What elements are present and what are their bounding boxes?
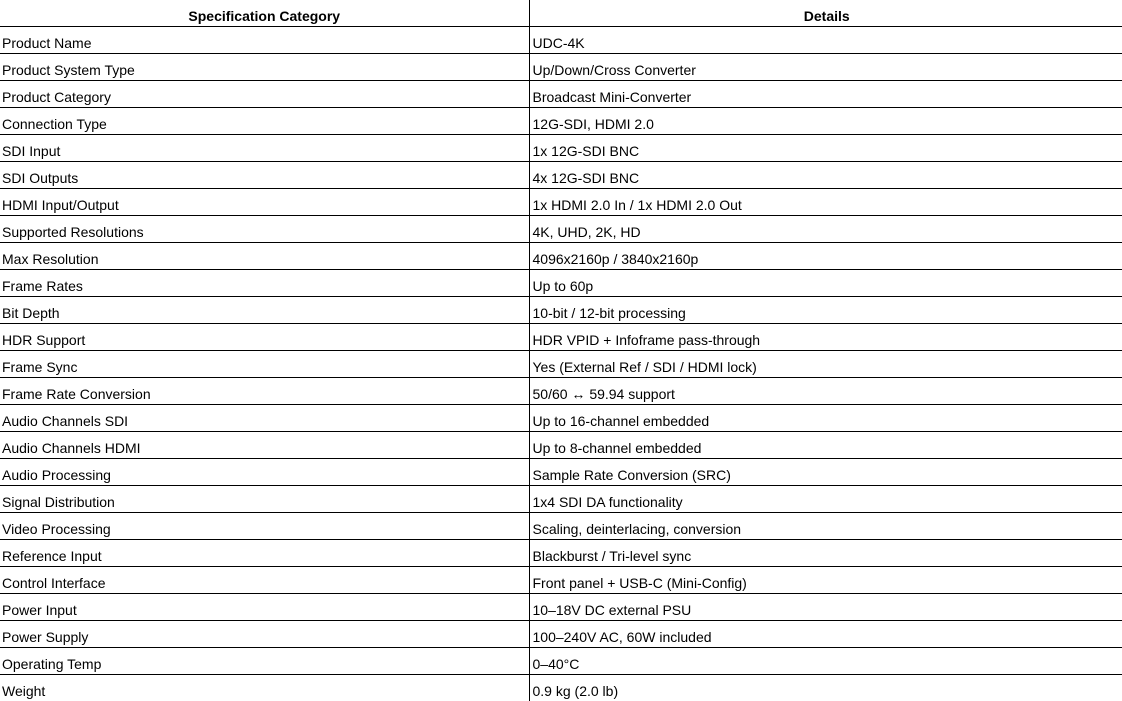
table-row (0, 108, 1122, 135)
cell-category: Audio Channels HDMI (0, 432, 529, 459)
cell-category: HDR Support (0, 324, 529, 351)
table-row (0, 594, 1122, 621)
table-row (0, 432, 1122, 459)
cell-details: 4x 12G-SDI BNC (529, 162, 1122, 189)
cell-details: Blackburst / Tri-level sync (529, 540, 1122, 567)
cell-details: Front panel + USB-C (Mini-Config) (529, 567, 1122, 594)
cell-category: Power Input (0, 594, 529, 621)
table-row (0, 270, 1122, 297)
table-row (0, 243, 1122, 270)
table-row (0, 297, 1122, 324)
table-row (0, 621, 1122, 648)
cell-details: 1x HDMI 2.0 In / 1x HDMI 2.0 Out (529, 189, 1122, 216)
cell-details: Scaling, deinterlacing, conversion (529, 513, 1122, 540)
cell-details: UDC-4K (529, 27, 1122, 54)
cell-category: Frame Rates (0, 270, 529, 297)
table-row (0, 324, 1122, 351)
table-row (0, 54, 1122, 81)
table-row (0, 486, 1122, 513)
cell-details: 50/60 ↔ 59.94 support (529, 378, 1122, 405)
table-row (0, 513, 1122, 540)
table-row (0, 378, 1122, 405)
header-row (0, 0, 1122, 27)
cell-category: Audio Channels SDI (0, 405, 529, 432)
cell-category: Audio Processing (0, 459, 529, 486)
cell-details: 1x 12G-SDI BNC (529, 135, 1122, 162)
cell-category: Weight (0, 675, 529, 701)
cell-details: Yes (External Ref / SDI / HDMI lock) (529, 351, 1122, 378)
table-header (0, 0, 1122, 27)
cell-details: Sample Rate Conversion (SRC) (529, 459, 1122, 486)
cell-details: 1x4 SDI DA functionality (529, 486, 1122, 513)
cell-category: SDI Input (0, 135, 529, 162)
cell-category: Product System Type (0, 54, 529, 81)
cell-category: Frame Sync (0, 351, 529, 378)
cell-category: Product Name (0, 27, 529, 54)
cell-details: 4096x2160p / 3840x2160p (529, 243, 1122, 270)
cell-category: Reference Input (0, 540, 529, 567)
table-row (0, 27, 1122, 54)
header-category: Specification Category (0, 0, 529, 27)
cell-category: Max Resolution (0, 243, 529, 270)
table-row (0, 189, 1122, 216)
cell-details: Up to 8-channel embedded (529, 432, 1122, 459)
cell-category: SDI Outputs (0, 162, 529, 189)
table-row (0, 81, 1122, 108)
cell-category: Signal Distribution (0, 486, 529, 513)
cell-details: 0–40°C (529, 648, 1122, 675)
cell-details: HDR VPID + Infoframe pass-through (529, 324, 1122, 351)
cell-details: Up/Down/Cross Converter (529, 54, 1122, 81)
table-row (0, 540, 1122, 567)
cell-category: HDMI Input/Output (0, 189, 529, 216)
cell-category: Power Supply (0, 621, 529, 648)
cell-details: 10–18V DC external PSU (529, 594, 1122, 621)
table-row (0, 459, 1122, 486)
cell-category: Frame Rate Conversion (0, 378, 529, 405)
table-row (0, 135, 1122, 162)
table-row (0, 351, 1122, 378)
table-row (0, 648, 1122, 675)
cell-details: Up to 16-channel embedded (529, 405, 1122, 432)
cell-category: Control Interface (0, 567, 529, 594)
cell-details: Broadcast Mini-Converter (529, 81, 1122, 108)
table-row (0, 162, 1122, 189)
table-row (0, 405, 1122, 432)
table-row (0, 216, 1122, 243)
table-row (0, 675, 1122, 701)
cell-details: 12G-SDI, HDMI 2.0 (529, 108, 1122, 135)
table-row (0, 567, 1122, 594)
header-details: Details (529, 0, 1122, 27)
table-body (0, 27, 1122, 701)
cell-category: Operating Temp (0, 648, 529, 675)
cell-category: Connection Type (0, 108, 529, 135)
cell-category: Supported Resolutions (0, 216, 529, 243)
cell-category: Bit Depth (0, 297, 529, 324)
cell-details: 0.9 kg (2.0 lb) (529, 675, 1122, 701)
cell-category: Video Processing (0, 513, 529, 540)
cell-details: 10-bit / 12-bit processing (529, 297, 1122, 324)
cell-category: Product Category (0, 81, 529, 108)
cell-details: 100–240V AC, 60W included (529, 621, 1122, 648)
cell-details: 4K, UHD, 2K, HD (529, 216, 1122, 243)
cell-details: Up to 60p (529, 270, 1122, 297)
